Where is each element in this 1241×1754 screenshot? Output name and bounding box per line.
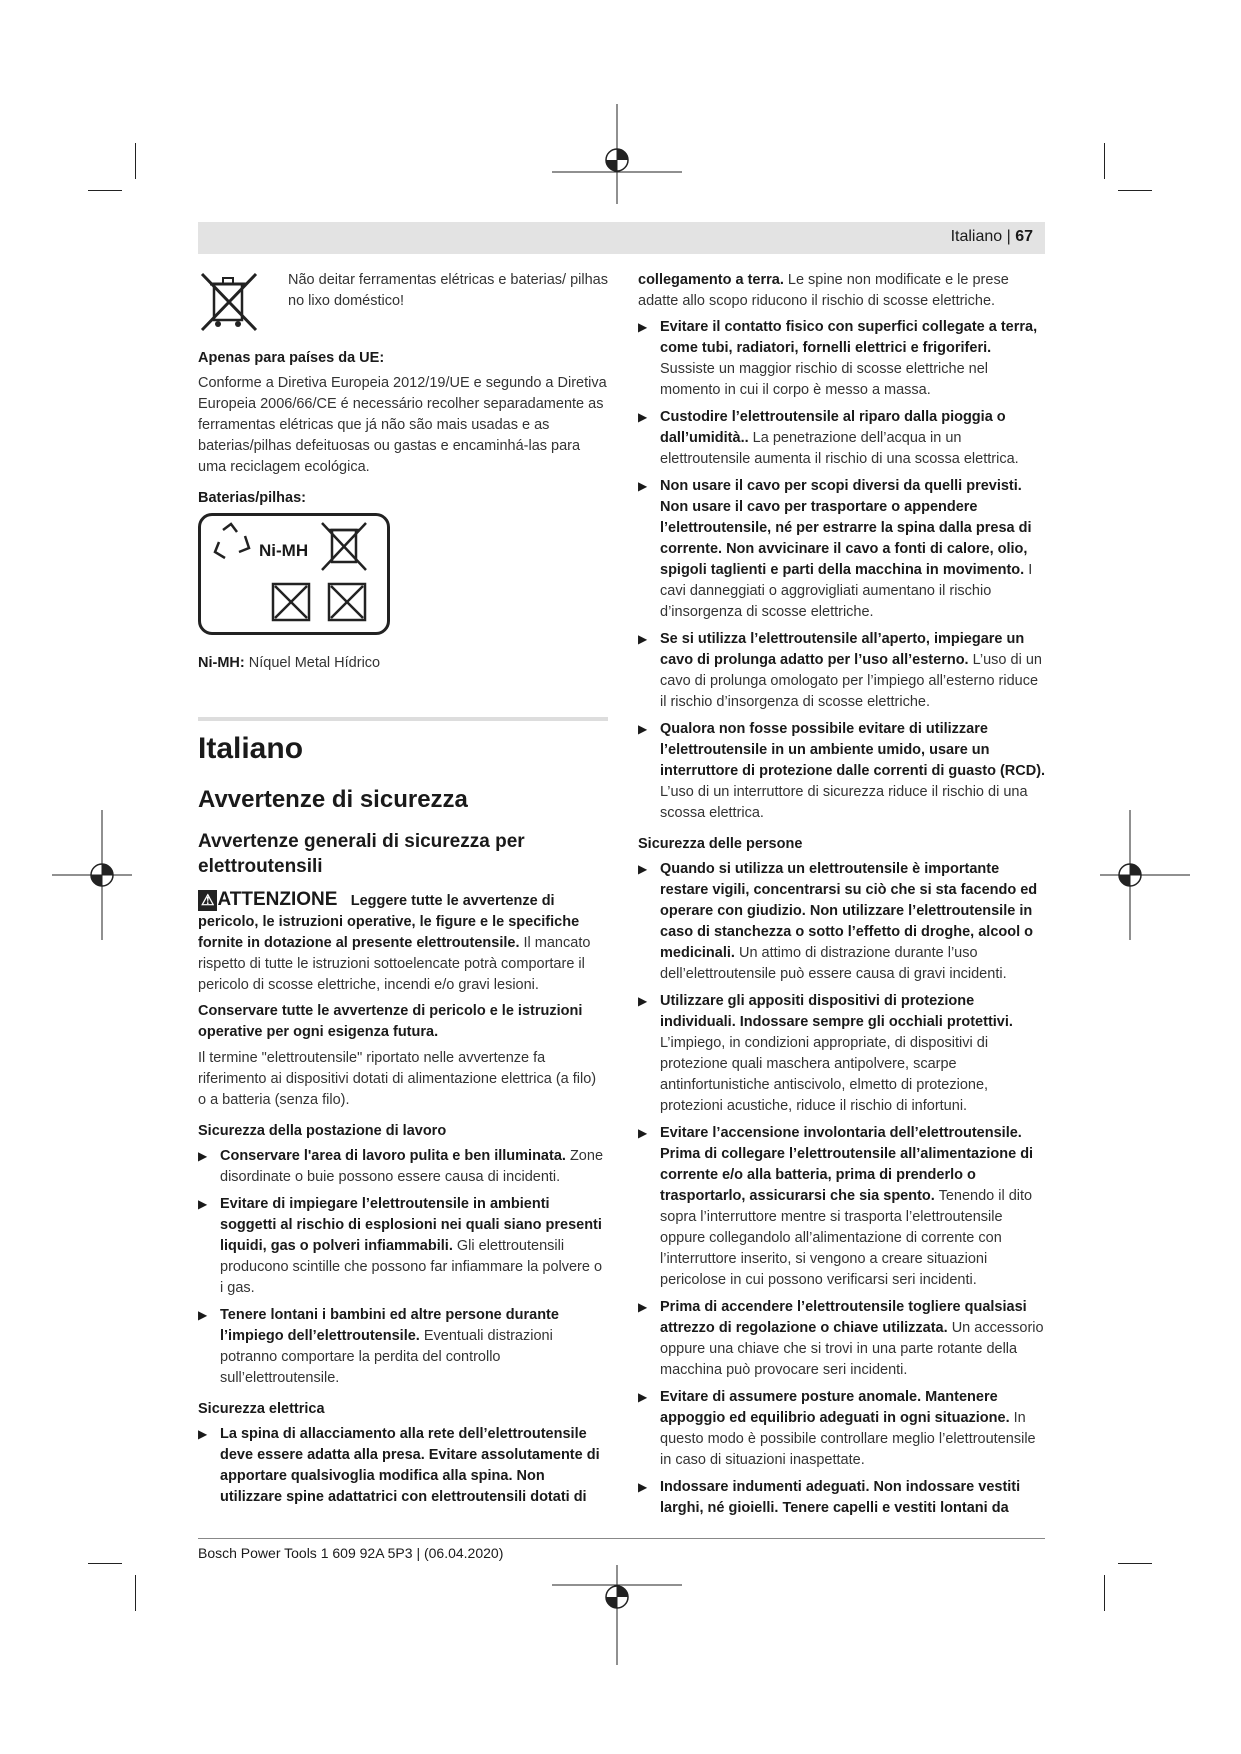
warning-triangle-icon: ⚠: [198, 890, 217, 911]
bullet-arrow-icon: ▶: [638, 1126, 648, 1140]
crop-mark: [135, 143, 136, 179]
persons-heading: Sicurezza delle persone: [638, 836, 803, 852]
footer-rule: [198, 1538, 1045, 1539]
continued-bold: collegamento a terra.: [638, 272, 784, 288]
page-number: 67: [1015, 228, 1033, 245]
bullet-arrow-icon: ▶: [638, 320, 648, 334]
list-item: ▶ La spina di allacciamento alla rete dell’elettroutensile deve essere adatta alla presa. Evitare assolutamente di apportare qualsivoglia modifica alla spina. Non utilizzare spine adattatrici con elettroutensili dotati di: [198, 1426, 600, 1505]
crop-mark: [88, 190, 122, 191]
warning-word: ATTENZIONE: [217, 889, 338, 910]
title-safety: Avvertenze di sicurezza: [198, 786, 468, 813]
bullet-arrow-icon: ▶: [198, 1149, 208, 1163]
section-divider: [198, 717, 608, 721]
right-column: [638, 270, 1048, 1525]
bullet-arrow-icon: ▶: [198, 1308, 208, 1322]
list-item: ▶ Custodire l’elettroutensile al riparo dalla pioggia o dall’umidità.. La penetrazione dell’acqua in un elettroutensile aumenta il rischio di una scossa elettrica.: [638, 409, 1019, 467]
crossed-bin-battery-icon: [319, 520, 369, 574]
eu-text: Conforme a Diretiva Europeia 2012/19/UE e segundo a Diretiva Europeia 2006/66/CE é necessário recolher separadamente as ferramentas elétricas que já não são mais usadas e as baterias/pilhas defeituosas ou gastas e encaminhá-las para uma reciclagem ecológica.: [198, 375, 607, 475]
left-column: [198, 270, 608, 679]
warning-plain: Il mancato rispetto di tutte le istruzioni sottoelencate potrà comportare il pericolo di scosse elettriche, incendi e/o gravi lesioni.: [198, 935, 591, 993]
nimh-term: Ni-MH:: [198, 655, 245, 671]
header-language: Italiano: [950, 228, 1003, 245]
list-item: ▶ Quando si utilizza un elettroutensile è importante restare vigili, concentrarsi su ciò che si sta facendo ed operare con giudizio. Non utilizzare l’elettroutensile in caso di stanchezza o sotto l’effetto di droghe, alcool o medicinali. Un attimo di distrazione durante l’uso dell’elettroutensile può essere causa di gravi incidenti.: [638, 861, 1038, 982]
registration-mark-bottom: [552, 1565, 682, 1665]
bullet-arrow-icon: ▶: [638, 994, 648, 1008]
page-header-text: Italiano | 67: [950, 228, 1033, 245]
no-heat-icon: [327, 582, 367, 622]
continued-plain: Le spine non modificate e le prese adatte allo scopo riducono il rischio di scosse elettriche.: [638, 272, 1009, 309]
list-item: ▶ Indossare indumenti adeguati. Non indossare vestiti larghi, né gioielli. Tenere capelli e vestiti lontani da: [638, 1479, 1021, 1516]
bullet-arrow-icon: ▶: [638, 862, 648, 876]
warning-bold: Leggere tutte le avvertenze di pericolo, le istruzioni operative, le figure e le specifiche fornite in dotazione al presente elettroutensile.: [198, 893, 580, 951]
list-item: ▶ Se si utilizza l’elettroutensile all’aperto, impiegare un cavo di prolunga adatto per l’uso all’esterno. L’uso di un cavo di prolunga omologato per l’impiego all’esterno riduce il rischio d’insorgenza di scosse elettriche.: [638, 631, 1042, 710]
registration-mark-top: [552, 104, 682, 204]
bullet-arrow-icon: ▶: [638, 1480, 648, 1494]
keep-instructions: Conservare tutte le avvertenze di pericolo e le istruzioni operative per ogni esigenza futura.: [198, 1003, 583, 1040]
crop-mark: [1104, 143, 1105, 179]
list-item: ▶ Qualora non fosse possibile evitare di utilizzare l’elettroutensile in un ambiente umido, usare un interruttore di protezione dalle correnti di guasto (RCD). L’uso di un interruttore di sicurezza riduce il rischio di una scossa elettrica.: [638, 721, 1046, 821]
nimh-label: Ni-MH: [259, 541, 309, 560]
bullet-arrow-icon: ▶: [638, 632, 648, 646]
list-item: ▶ Utilizzare gli appositi dispositivi di protezione individuali. Indossare sempre gli occhiali protettivi. L’impiego, in condizioni appropriate, di dispositivi di protezione quali maschera antipolvere, scarpe antinfortunistiche antiscivolo, elmetto di protezione, protezioni acustiche, riduce il rischio di infortuni.: [638, 993, 1013, 1114]
bullet-arrow-icon: ▶: [638, 1300, 648, 1314]
eu-heading: Apenas para países da UE:: [198, 350, 385, 366]
list-item: ▶ Tenere lontani i bambini ed altre persone durante l’impiego dell’elettroutensile. Eventuali distrazioni potranno comportare la perdita del controllo sull’elettroutensile.: [198, 1307, 559, 1386]
warning-badge: [198, 889, 343, 910]
battery-logos: [198, 513, 390, 635]
list-item: ▶ Conservare l'area di lavoro pulita e ben illuminata. Zone disordinate o buie possono essere causa di incidenti.: [198, 1148, 604, 1185]
work-heading: Sicurezza della postazione di lavoro: [198, 1123, 447, 1139]
list-item: ▶ Evitare di assumere posture anomale. Mantenere appoggio ed equilibrio adeguati in ogni situazione. In questo modo è possibile controllare meglio l’elettroutensile in caso di situazioni inaspettate.: [638, 1389, 1036, 1468]
crop-mark: [1104, 1575, 1105, 1611]
recycle-icon: [209, 522, 255, 562]
title-language: Italiano: [198, 732, 304, 765]
bullet-arrow-icon: ▶: [638, 410, 648, 424]
footer-text: Bosch Power Tools 1 609 92A 5P3 | (06.04.2020): [198, 1545, 504, 1561]
term-definition: Il termine "elettroutensile" riportato nelle avvertenze fa riferimento ai dispositivi dotati di alimentazione elettrica (a filo) o a batteria (senza filo).: [198, 1050, 597, 1108]
list-item: ▶ Prima di accendere l’elettroutensile togliere qualsiasi attrezzo di regolazione o chiave utilizzata. Un accessorio oppure una chiave che si trovi in una parte rotante della macchina può provocare seri incidenti.: [638, 1299, 1044, 1378]
crop-mark: [135, 1575, 136, 1611]
list-item: ▶ Non usare il cavo per scopi diversi da quelli previsti. Non usare il cavo per trasportare o appendere l’elettroutensile, né per estrarre la spina dalla presa di corrente. Non avvicinare il cavo a fonti di calore, olio, spigoli taglienti e parti della macchina in movimento. I cavi danneggiati o aggrovigliati aumentano il rischio d’insorgenza di scosse elettriche.: [638, 478, 1033, 620]
list-item: ▶ Evitare l’accensione involontaria dell’elettroutensile. Prima di collegare l’elettroutensile all’alimentazione di corrente e/o alla batteria, prima di prenderlo o trasportarlo, assicurarsi che sia spento. Tenendo il dito sopra l’interruttore mentre si trasporta l’elettroutensile oppure collegandolo all’alimentazione di corrente con l’interruttore inserito, si vengono a creare situazioni pericolose in cui possono verificarsi seri incidenti.: [638, 1125, 1034, 1288]
list-item: ▶ Evitare di impiegare l’elettroutensile in ambienti soggetti al rischio di esplosioni nei quali siano presenti liquidi, gas o polveri infiammabili. Gli elettroutensili producono scintille che possono far infiammare la polvere o i gas.: [198, 1196, 603, 1296]
bullet-arrow-icon: ▶: [638, 1390, 648, 1404]
crossed-bin-icon: [198, 270, 260, 334]
crop-mark: [1118, 1563, 1152, 1564]
page-header: [198, 222, 1045, 254]
bullet-arrow-icon: ▶: [638, 479, 648, 493]
disposal-text: Não deitar ferramentas elétricas e baterias/ pilhas no lixo doméstico!: [288, 272, 608, 309]
elec-heading: Sicurezza elettrica: [198, 1401, 325, 1417]
batteries-heading: Baterias/pilhas:: [198, 490, 306, 506]
no-fire-icon: [271, 582, 311, 622]
title-general: Avvertenze generali di sicurezza per elettroutensili: [198, 831, 525, 877]
crop-mark: [88, 1563, 122, 1564]
registration-mark-right: [1100, 810, 1190, 940]
registration-mark-left: [52, 810, 132, 940]
bullet-arrow-icon: ▶: [638, 722, 648, 736]
list-item: ▶ Evitare il contatto fisico con superfici collegate a terra, come tubi, radiatori, fornelli elettrici e frigoriferi. Sussiste un maggior rischio di scosse elettriche nel momento in cui il corpo è messo a massa.: [638, 319, 1038, 398]
nimh-definition: Níquel Metal Hídrico: [248, 655, 381, 671]
crop-mark: [1118, 190, 1152, 191]
bullet-arrow-icon: ▶: [198, 1427, 208, 1441]
left-column-lower: [198, 725, 608, 1514]
bullet-arrow-icon: ▶: [198, 1197, 208, 1211]
